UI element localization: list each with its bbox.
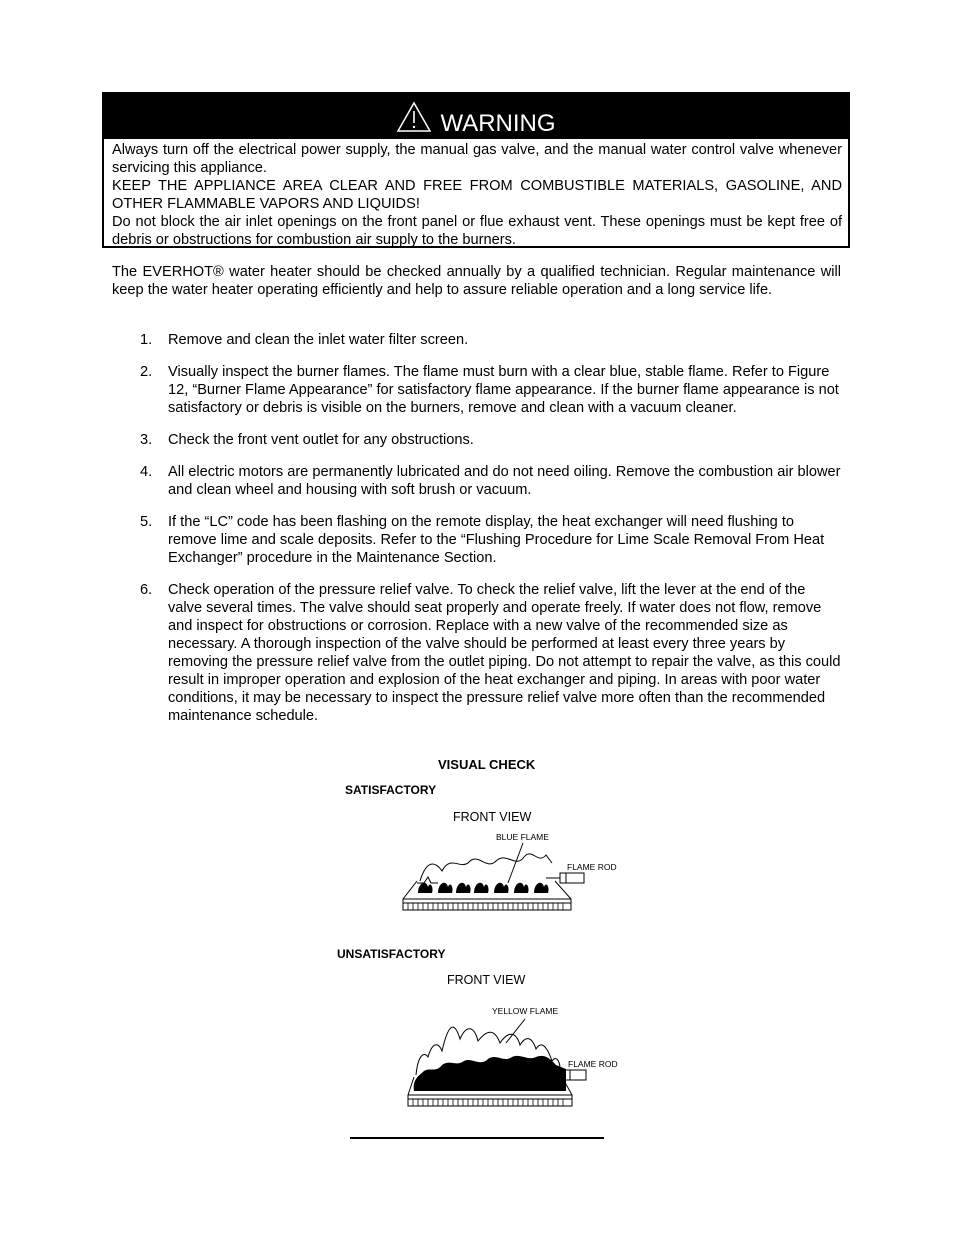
step-text: Check the front vent outlet for any obstructions. <box>168 432 474 448</box>
step-number: 6. <box>140 582 153 598</box>
maintenance-steps <box>112 331 842 739</box>
warning-line: KEEP THE APPLIANCE AREA CLEAR AND FREE FROM COMBUSTIBLE MATERIALS, GASOLINE, AND OTHER FLAMMABLE VAPORS AND LIQUIDS! <box>112 178 842 212</box>
front-view-label: FRONT VIEW <box>453 810 532 824</box>
step-text: All electric motors are permanently lubricated and do not need oiling. Remove the combustion air blower and clean wheel and housing with soft brush or vacuum. <box>168 464 841 498</box>
step-item <box>112 431 842 449</box>
unsatisfactory-label: UNSATISFACTORY <box>337 947 446 961</box>
step-item <box>112 331 842 349</box>
flame-rod-label: FLAME ROD <box>568 1059 618 1069</box>
flame-rod-label: FLAME ROD <box>567 862 617 872</box>
bottom-rule <box>350 1137 604 1139</box>
figure-heading: VISUAL CHECK <box>438 757 536 772</box>
burner-flame-figure <box>320 755 640 1145</box>
step-text: Remove and clean the inlet water filter screen. <box>168 332 469 348</box>
unsatisfactory-burner-diagram <box>320 995 640 1115</box>
warning-line: Do not block the air inlet openings on the front panel or flue exhaust vent. These openings must be kept free of debris or obstructions for combustion air supply to the burners. <box>112 214 842 248</box>
warning-body <box>104 139 848 249</box>
satisfactory-burner-diagram <box>320 755 640 925</box>
step-item <box>112 463 842 499</box>
step-number: 3. <box>140 432 153 448</box>
warning-triangle-icon <box>396 101 432 133</box>
step-text: If the “LC” code has been flashing on the remote display, the heat exchanger will need flushing to remove lime and scale deposits. Refer to the “Flushing Procedure for Lime Scale Removal From Heat Exchanger” procedure in the Maintenance Section. <box>168 514 825 566</box>
warning-line: Always turn off the electrical power supply, the manual gas valve, and the manual water control valve whenever servicing this appliance. <box>112 142 842 176</box>
step-number: 4. <box>140 464 153 480</box>
warning-title: WARNING <box>440 110 556 137</box>
step-text: Check operation of the pressure relief valve. To check the relief valve, lift the lever at the end of the valve several times. The valve should seat properly and operate freely. If water does not flow, remove and inspect for obstructions or corrosion. Replace with a new valve of the recommended size as necessary. A thorough inspection of the valve should be performed at least every three years by removing the pressure relief valve from the outlet piping. Do not attempt to repair the valve, as this could result in improper operation and explosion of the heat exchanger and piping. In areas with poor water conditions, it may be necessary to inspect the pressure relief valve more often than the recommended maintenance schedule. <box>168 582 841 724</box>
blue-flame-label: BLUE FLAME <box>496 832 549 842</box>
step-number: 5. <box>140 514 153 530</box>
intro-paragraph: The EVERHOT® water heater should be checked annually by a qualified technician. Regular maintenance will keep the water heater operating efficiently and help to assure reliable operation and a long service life. <box>112 264 841 298</box>
step-number: 2. <box>140 364 153 380</box>
step-item <box>112 363 842 417</box>
warning-header <box>104 94 848 139</box>
yellow-flame-label: YELLOW FLAME <box>492 1006 559 1016</box>
step-item <box>112 581 842 725</box>
step-number: 1. <box>140 332 153 348</box>
step-item <box>112 513 842 567</box>
step-text: Visually inspect the burner flames. The flame must burn with a clear blue, stable flame. Refer to Figure 12, “Burner Flame Appearance” for satisfactory flame appearance. If the burner flame appearance is not satisfactory or debris is visible on the burners, remove and clean with a vacuum cleaner. <box>168 364 839 416</box>
satisfactory-label: SATISFACTORY <box>345 783 437 797</box>
warning-box <box>102 92 850 248</box>
front-view-label: FRONT VIEW <box>447 973 526 987</box>
